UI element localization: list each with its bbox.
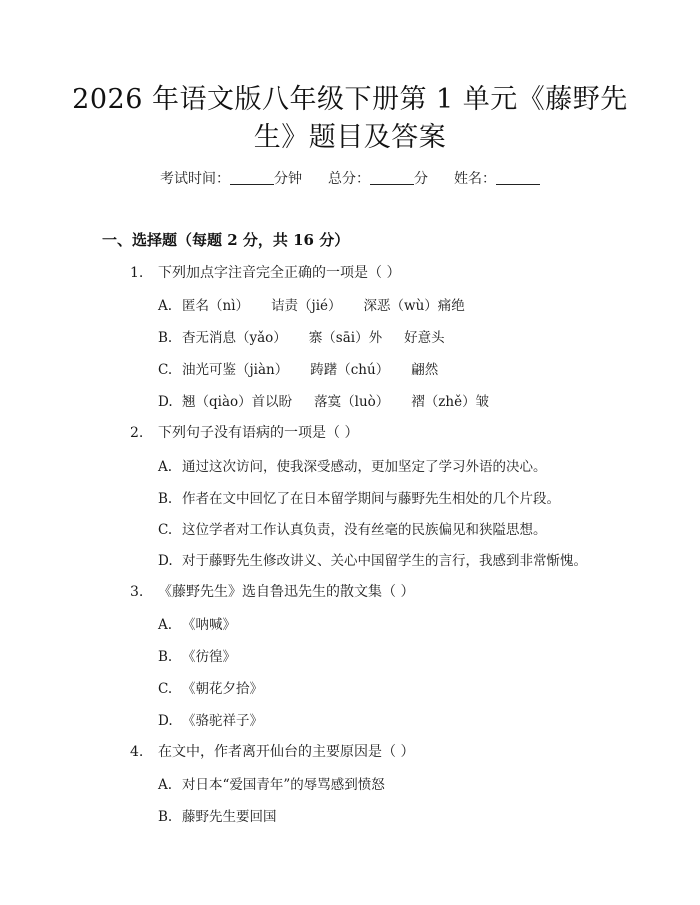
question-text: 下列句子没有语病的一项是（ ） (158, 425, 359, 441)
exam-info-line (0, 168, 700, 188)
option-letter: D. (158, 394, 173, 410)
time-blank (230, 170, 274, 185)
option-part: 踌躇（chú） (310, 362, 390, 378)
question-3-option-a (158, 613, 236, 633)
option-part: 匿名（nì） (182, 298, 250, 314)
question-text: 《藤野先生》选自鲁迅先生的散文集（ ） (158, 584, 415, 600)
option-letter: A. (158, 298, 173, 314)
question-1 (130, 262, 400, 282)
option-letter: C. (158, 681, 173, 697)
question-2-option-b (158, 487, 560, 507)
question-2-option-c (158, 518, 547, 538)
option-part: 寨（sāi）外 (308, 330, 383, 346)
option-text: 这位学者对工作认真负责，没有丝毫的民族偏见和狭隘思想。 (182, 522, 547, 538)
name-blank (496, 170, 540, 185)
score-blank (370, 170, 414, 185)
option-text: 通过这次访问，使我深受感动，更加坚定了学习外语的决心。 (182, 459, 547, 475)
question-number: 3. (130, 584, 144, 600)
option-letter: A. (158, 617, 173, 633)
option-letter: B. (158, 809, 173, 825)
question-1-option-d (158, 390, 511, 410)
time-label: 考试时间： (160, 171, 230, 187)
question-text: 下列加点字注音完全正确的一项是（ ） (158, 265, 401, 281)
option-letter: B. (158, 330, 173, 346)
time-unit: 分钟 (274, 171, 302, 187)
option-text: 对日本“爱国青年”的辱骂感到愤怒 (182, 777, 385, 793)
document-title-line-1: 2026 年语文版八年级下册第 1 单元《藤野先 (72, 84, 628, 115)
question-1-option-a (158, 294, 487, 314)
option-letter: B. (158, 649, 173, 665)
option-letter: C. (158, 362, 173, 378)
option-text: 作者在文中回忆了在日本留学期间与藤野先生相处的几个片段。 (182, 491, 560, 507)
option-text: 《彷徨》 (182, 649, 236, 665)
option-part: 翩然 (411, 362, 439, 378)
option-letter: D. (158, 553, 173, 569)
option-text: 《骆驼祥子》 (182, 713, 263, 729)
question-2-option-a (158, 455, 547, 475)
question-2 (130, 422, 358, 442)
option-part: 油光可鉴（jiàn） (182, 362, 289, 378)
option-part: 诘责（jié） (271, 298, 342, 314)
option-text: 藤野先生要回国 (182, 809, 277, 825)
option-part: 深恶（wù）痛绝 (363, 298, 465, 314)
option-part: 好意头 (404, 330, 445, 346)
question-3 (130, 581, 414, 601)
question-text: 在文中，作者离开仙台的主要原因是（ ） (158, 744, 415, 760)
option-text: 《呐喊》 (182, 617, 236, 633)
question-4-option-a (158, 773, 385, 793)
option-text: 《朝花夕拾》 (182, 681, 263, 697)
name-label: 姓名： (454, 171, 496, 187)
option-letter: D. (158, 713, 173, 729)
score-label: 总分： (328, 171, 370, 187)
question-3-option-d (158, 709, 263, 729)
option-letter: C. (158, 522, 173, 538)
question-3-option-b (158, 645, 236, 665)
option-text: 对于藤野先生修改讲义、关心中国留学生的言行，我感到非常惭愧。 (182, 553, 587, 569)
question-4-option-b (158, 805, 277, 825)
question-number: 4. (130, 744, 144, 760)
question-3-option-c (158, 677, 263, 697)
document-title-line-2: 生》题目及答案 (253, 122, 447, 153)
option-letter: A. (158, 459, 173, 475)
question-4 (130, 741, 414, 761)
option-part: 翘（qiào）首以盼 (182, 394, 293, 410)
section-heading: 一、选择题（每题 2 分，共 16 分） (102, 231, 350, 249)
question-1-option-c (158, 358, 460, 378)
question-1-option-b (158, 326, 467, 346)
option-part: 杳无消息（yǎo） (182, 330, 287, 346)
option-letter: B. (158, 491, 173, 507)
question-number: 1. (130, 265, 144, 281)
question-2-option-d (158, 549, 587, 569)
score-unit: 分 (414, 171, 428, 187)
question-number: 2. (130, 425, 144, 441)
option-part: 落寞（luò） (314, 394, 390, 410)
option-part: 褶（zhě）皱 (411, 394, 490, 410)
option-letter: A. (158, 777, 173, 793)
